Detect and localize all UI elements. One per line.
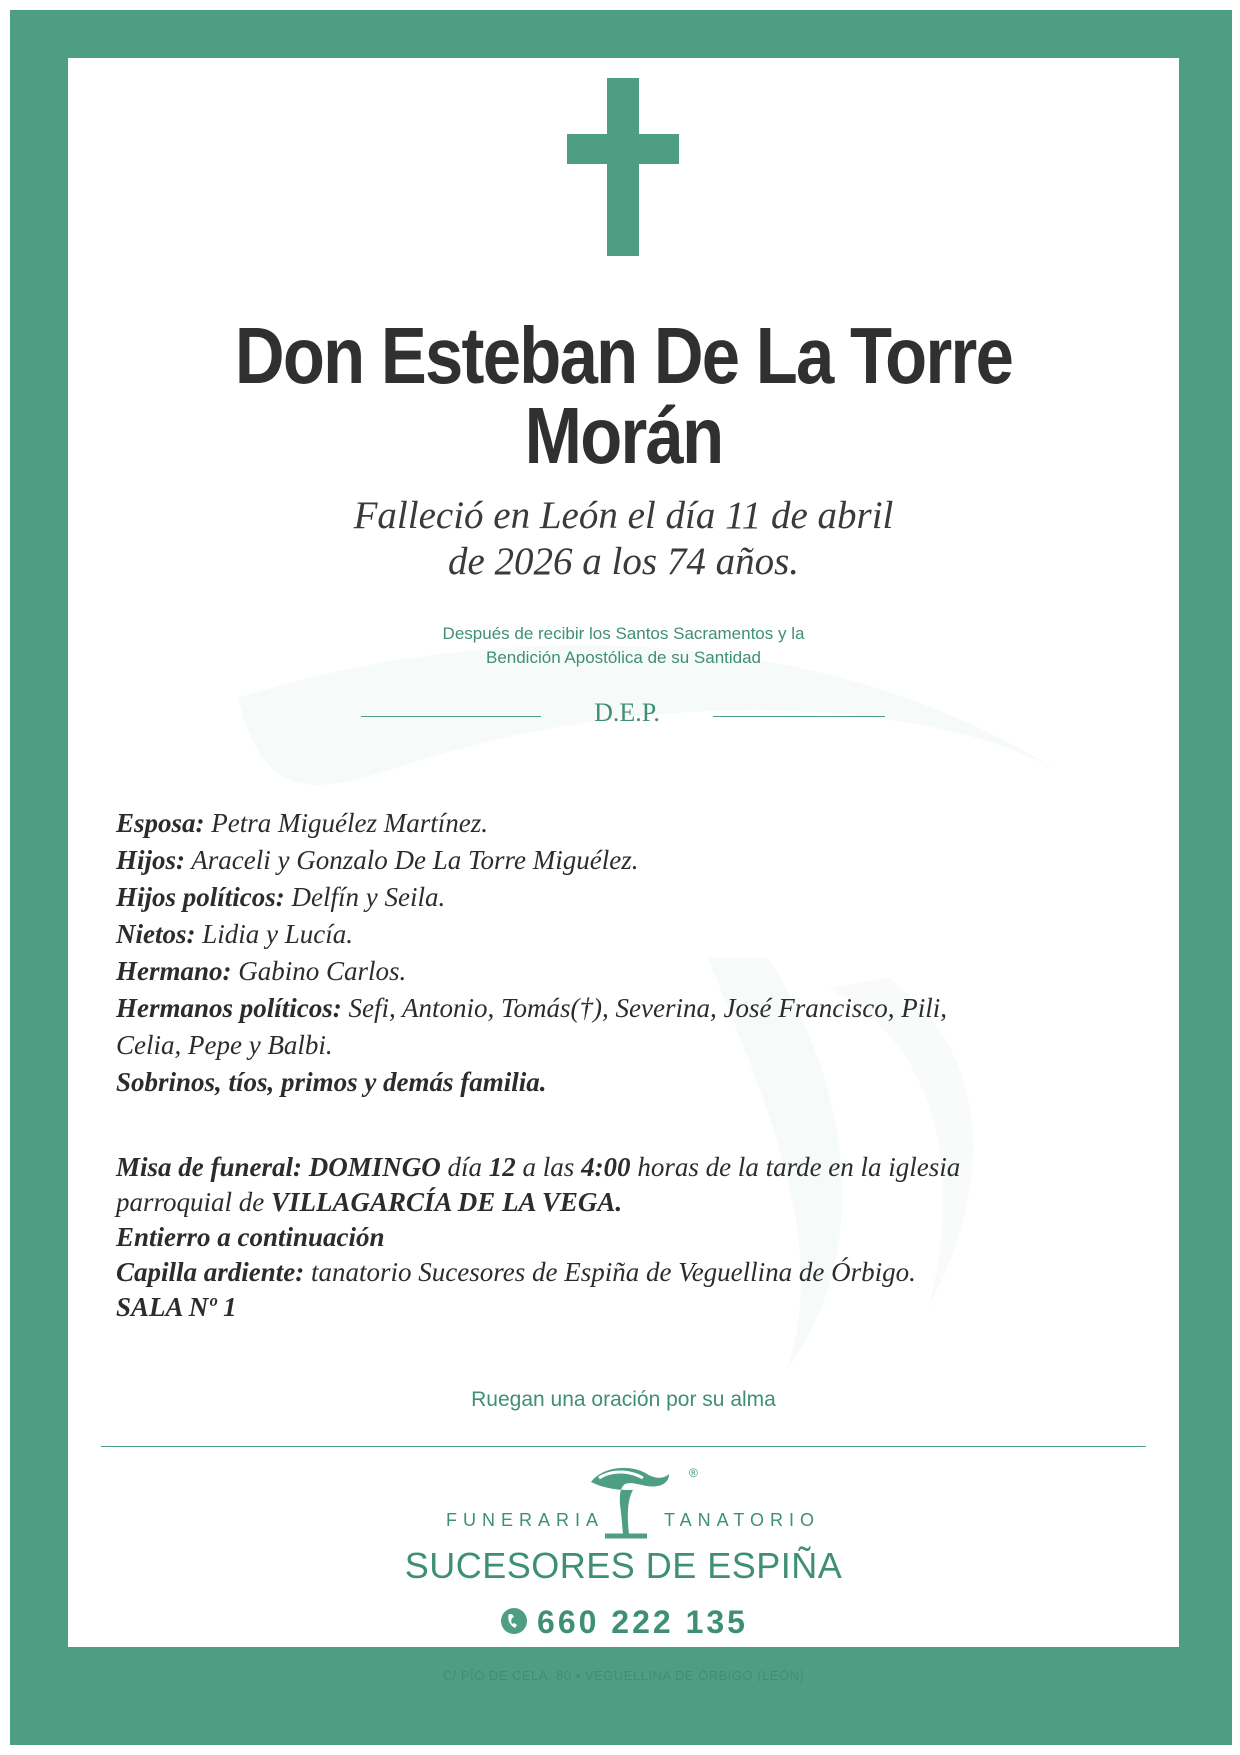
phone-icon <box>499 1606 529 1636</box>
company-address: C/ PÍO DE CELA, 80 • VEGUELLINA DE ÓRBIGO (LEÓN) <box>442 1668 805 1683</box>
family-siblings-in-law-continued: Celia, Pepe y Balbi. <box>116 1030 333 1060</box>
sacraments-line-1: Después de recibir los Santos Sacramentos y la <box>442 624 805 643</box>
chapel-label: Capilla ardiente: <box>116 1257 305 1287</box>
dep-line-right <box>713 716 885 717</box>
cross-icon <box>561 78 686 258</box>
funeral-place-line <box>116 1185 1156 1220</box>
siblings-in-law-label: Hermanos políticos: <box>116 993 342 1023</box>
passing-line-2: de 2026 a los 74 años. <box>448 540 799 583</box>
funeraria-label: FUNERARIA <box>446 1510 605 1530</box>
family-children-in-law <box>116 879 1146 916</box>
family-grandchildren <box>116 916 1146 953</box>
sacraments-note <box>68 622 1179 670</box>
mass-date: 12 <box>488 1152 516 1182</box>
room-text: SALA Nº 1 <box>116 1292 237 1322</box>
children-value: Araceli y Gonzalo De La Torre Miguélez. <box>185 845 639 875</box>
company-name: SUCESORES DE ESPIÑA <box>404 1545 843 1586</box>
children-in-law-label: Hijos políticos: <box>116 882 285 912</box>
tanatorio-label: TANATORIO <box>664 1510 821 1530</box>
phone-row <box>68 1604 1179 1641</box>
funeral-place: VILLAGARCÍA DE LA VEGA. <box>271 1187 623 1217</box>
obituary-sheet <box>68 58 1179 1683</box>
passing-statement <box>68 493 1179 585</box>
mass-rest: horas de la tarde en la iglesia <box>630 1152 961 1182</box>
mass-at-word: a las <box>515 1152 582 1182</box>
prayer-request: Ruegan una oración por su alma <box>471 1388 776 1411</box>
siblings-in-law-value-1: Sefi, Antonio, Tomás(†), Severina, José Francisco, Pili, <box>341 993 947 1023</box>
family-list <box>116 805 1146 1101</box>
registered-mark: ® <box>689 1466 698 1480</box>
grandchildren-label: Nietos: <box>116 919 196 949</box>
parish-prefix: parroquial de <box>116 1187 271 1217</box>
mass-time: 4:00 <box>581 1152 631 1182</box>
spouse-label: Esposa: <box>116 808 205 838</box>
mass-day: DOMINGO <box>308 1152 441 1182</box>
dep-text: D.E.P. <box>594 698 660 727</box>
phone-number: 660 222 135 <box>537 1604 748 1640</box>
tree-logo-icon <box>585 1460 681 1544</box>
family-siblings-in-law <box>116 990 1146 1027</box>
brother-label: Hermano: <box>116 956 232 986</box>
burial-text: Entierro a continuación <box>116 1222 385 1252</box>
family-brother <box>116 953 1146 990</box>
chapel-line <box>116 1255 1156 1290</box>
mass-day-word: día <box>440 1152 489 1182</box>
others-text: Sobrinos, tíos, primos y demás familia. <box>116 1067 547 1097</box>
children-in-law-value: Delfín y Seila. <box>284 882 446 912</box>
room-line <box>116 1290 1156 1325</box>
dep-divider <box>361 698 886 732</box>
burial-line <box>116 1220 1156 1255</box>
funeral-mass-line <box>116 1150 1156 1185</box>
deceased-name: Don Esteban De La Torre Morán <box>234 311 1013 480</box>
chapel-value: tanatorio Sucesores de Espiña de Veguellina de Órbigo. <box>304 1257 916 1287</box>
grandchildren-value: Lidia y Lucía. <box>195 919 353 949</box>
children-label: Hijos: <box>116 845 186 875</box>
mass-label: Misa de funeral: <box>116 1152 303 1182</box>
family-others <box>116 1064 1146 1101</box>
sacraments-line-2: Bendición Apostólica de su Santidad <box>485 648 762 667</box>
spouse-value: Petra Miguélez Martínez. <box>204 808 488 838</box>
family-children <box>116 842 1146 879</box>
brother-value: Gabino Carlos. <box>231 956 407 986</box>
dep-line-left <box>361 716 541 717</box>
family-spouse <box>116 805 1146 842</box>
funeral-details <box>116 1150 1156 1325</box>
footer-divider <box>101 1446 1146 1447</box>
passing-line-1: Falleció en León el día 11 de abril <box>353 494 894 537</box>
